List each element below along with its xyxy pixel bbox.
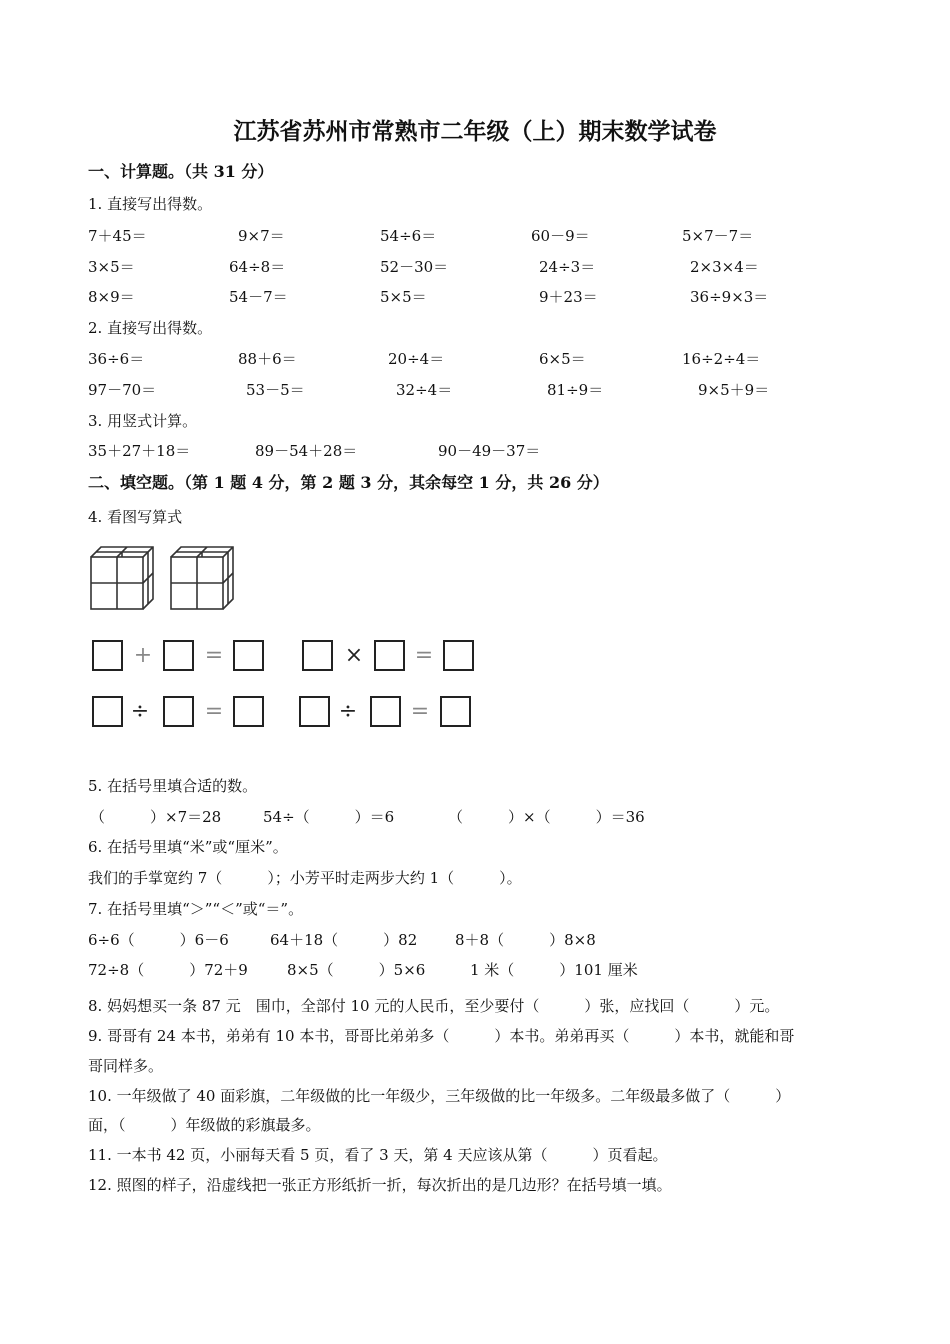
q1-item: 5×7－7＝ xyxy=(682,227,754,245)
q1-prompt: 1. 直接写出得数。 xyxy=(88,195,213,213)
section-1-heading: 一、计算题。（共 31 分） xyxy=(88,162,274,181)
answer-box[interactable] xyxy=(443,640,474,671)
equation-row xyxy=(92,696,492,732)
q1-item: 54－7＝ xyxy=(229,288,288,306)
cube-figures xyxy=(90,546,240,612)
equals-sign: = xyxy=(414,643,434,668)
q2-item: 36÷6＝ xyxy=(88,350,145,368)
q1-item: 8×9＝ xyxy=(88,288,135,306)
equation-row xyxy=(92,640,492,676)
q2-item: 81÷9＝ xyxy=(547,381,604,399)
answer-box[interactable] xyxy=(299,696,330,727)
q1-item: 64÷8＝ xyxy=(229,258,286,276)
q1-item: 36÷9×3＝ xyxy=(690,288,769,306)
q2-item: 97－70＝ xyxy=(88,381,157,399)
q1-item: 3×5＝ xyxy=(88,258,135,276)
q1-item: 9＋23＝ xyxy=(539,288,598,306)
q2-item: 6×5＝ xyxy=(539,350,586,368)
answer-box[interactable] xyxy=(302,640,333,671)
q1-item: 5×5＝ xyxy=(380,288,427,306)
answer-box[interactable] xyxy=(163,640,194,671)
cube-figure xyxy=(91,547,153,609)
page-title: 江苏省苏州市常熟市二年级（上）期末数学试卷 xyxy=(233,118,717,145)
q2-item: 32÷4＝ xyxy=(396,381,453,399)
q11-text: 11. 一本书 42 页，小丽每天看 5 页，看了 3 天，第 4 天应该从第（ ）页看起。 xyxy=(88,1146,668,1164)
q1-item: 60－9＝ xyxy=(531,227,590,245)
q5-item: （ ）×7＝28 xyxy=(90,808,222,826)
q10-line-2: 面，（ ）年级做的彩旗最多。 xyxy=(88,1116,321,1134)
q1-item: 2×3×4＝ xyxy=(690,258,759,276)
answer-box[interactable] xyxy=(92,696,123,727)
q3-item: 89－54＋28＝ xyxy=(255,442,358,460)
q1-item: 9×7＝ xyxy=(238,227,285,245)
q1-item: 24÷3＝ xyxy=(539,258,596,276)
q8-text: 8. 妈妈想买一条 87 元 围巾，全部付 10 元的人民币，至少要付（ ）张，应找回（ ）元。 xyxy=(88,997,780,1015)
plus-sign: + xyxy=(133,643,153,668)
q1-item: 7＋45＝ xyxy=(88,227,147,245)
answer-box[interactable] xyxy=(163,696,194,727)
q2-item: 9×5＋9＝ xyxy=(698,381,770,399)
q5-item: （ ）×（ ）＝36 xyxy=(448,808,645,826)
q9-line-2: 哥同样多。 xyxy=(88,1057,164,1075)
divide-sign: ÷ xyxy=(130,699,150,724)
q9-line-1: 9. 哥哥有 24 本书，弟弟有 10 本书，哥哥比弟弟多（ ）本书。弟弟再买（ ）本书，就能和哥 xyxy=(88,1027,795,1045)
times-sign: × xyxy=(344,643,364,668)
q2-prompt: 2. 直接写出得数。 xyxy=(88,319,213,337)
equals-sign: = xyxy=(204,699,224,724)
answer-box[interactable] xyxy=(233,640,264,671)
q2-item: 16÷2÷4＝ xyxy=(682,350,761,368)
q7-item: 72÷8（ ）72＋9 xyxy=(88,961,248,979)
cube-figure xyxy=(171,547,233,609)
q7-item: 6÷6（ ）6－6 xyxy=(88,931,229,949)
q1-item: 54÷6＝ xyxy=(380,227,437,245)
answer-box[interactable] xyxy=(374,640,405,671)
q2-item: 88＋6＝ xyxy=(238,350,297,368)
q7-item: 8×5（ ）5×6 xyxy=(287,961,426,979)
divide-sign: ÷ xyxy=(338,699,358,724)
q5-item: 54÷（ ）＝6 xyxy=(263,808,395,826)
q12-text: 12. 照图的样子，沿虚线把一张正方形纸折一折，每次折出的是几边形？在括号填一填。 xyxy=(88,1176,672,1194)
q7-item: 64＋18（ ）82 xyxy=(270,931,418,949)
q5-prompt: 5. 在括号里填合适的数。 xyxy=(88,777,258,795)
q3-prompt: 3. 用竖式计算。 xyxy=(88,412,198,430)
q7-prompt: 7. 在括号里填“＞”“＜”或“＝”。 xyxy=(88,900,304,918)
q10-line-1: 10. 一年级做了 40 面彩旗，二年级做的比一年级少，三年级做的比一年级多。二年级最多做了（ ） xyxy=(88,1087,791,1105)
answer-box[interactable] xyxy=(92,640,123,671)
q6-prompt: 6. 在括号里填“米”或“厘米”。 xyxy=(88,838,288,856)
q7-item: 8＋8（ ）8×8 xyxy=(455,931,596,949)
q2-item: 53－5＝ xyxy=(246,381,305,399)
equals-sign: = xyxy=(410,699,430,724)
q6-line: 我们的手掌宽约 7（ ）；小芳平时走两步大约 1（ ）。 xyxy=(88,869,522,887)
equals-sign: = xyxy=(204,643,224,668)
q1-item: 52－30＝ xyxy=(380,258,449,276)
answer-box[interactable] xyxy=(233,696,264,727)
q3-item: 90－49－37＝ xyxy=(438,442,541,460)
section-2-heading: 二、填空题。（第 1 题 4 分，第 2 题 3 分，其余每空 1 分，共 26 分） xyxy=(88,473,609,492)
q7-item: 1 米（ ）101 厘米 xyxy=(470,961,638,979)
answer-box[interactable] xyxy=(370,696,401,727)
q2-item: 20÷4＝ xyxy=(388,350,445,368)
q4-prompt: 4. 看图写算式 xyxy=(88,508,183,526)
answer-box[interactable] xyxy=(440,696,471,727)
q3-item: 35＋27＋18＝ xyxy=(88,442,191,460)
